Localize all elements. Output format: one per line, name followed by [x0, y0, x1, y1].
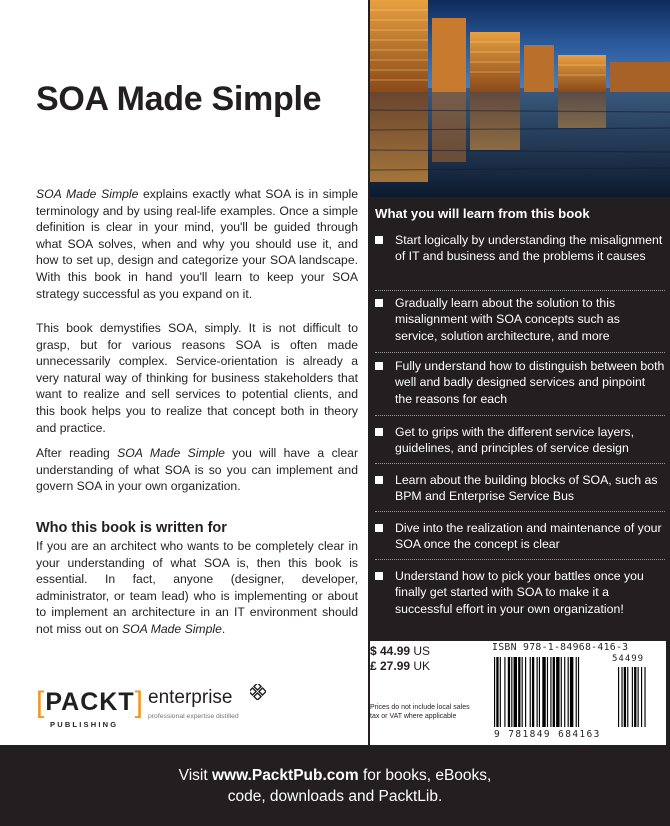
paragraph-text: . — [221, 621, 226, 636]
paragraph-text: After reading — [36, 446, 118, 460]
city-skyline-photo — [370, 0, 670, 197]
paragraph-text: If you are an architect who wants to be completely clear in your understanding of what SOA is, then this book is essential. In fact, anyone (designer, developer, administrator, or team lead) who is implementing or about to implement an architecture in an IT environment should not miss out on — [36, 539, 358, 636]
price-uk — [370, 659, 430, 673]
footer-text — [0, 765, 670, 807]
learn-heading: What you will learn from this book — [375, 206, 590, 221]
price-note: Prices do not include local sales tax or VAT where applicable — [370, 704, 470, 720]
price-uk-amount: £ 27.99 — [370, 659, 411, 673]
barcode-supplement-digits: 54499 — [612, 654, 645, 664]
book-title: SOA Made Simple — [36, 80, 322, 118]
price-us-amount: $ 44.99 — [370, 644, 411, 658]
dotted-divider — [375, 415, 665, 416]
price-uk-label: UK — [413, 659, 431, 673]
enterprise-tagline: professional expertise distilled — [148, 713, 239, 720]
square-bullet-icon — [375, 476, 383, 484]
description-paragraph-1 — [36, 186, 358, 302]
audience-paragraph — [36, 538, 358, 638]
learn-item — [375, 232, 665, 265]
learn-item — [375, 520, 665, 553]
dotted-divider — [375, 463, 665, 464]
description-paragraph-3 — [36, 445, 358, 495]
square-bullet-icon — [375, 428, 383, 436]
audience-heading: Who this book is written for — [36, 520, 227, 536]
square-bullet-icon — [375, 236, 383, 244]
learn-item-text: Fully understand how to distinguish between both well and badly designed services and pinpoint the reasons for each — [395, 359, 665, 406]
enterprise-squares-icon — [250, 684, 266, 700]
title-italic: SOA Made Simple — [122, 621, 222, 636]
learn-item-text: Get to grips with the different service layers, guidelines, and principles of service design — [395, 425, 634, 456]
learn-item-text: Understand how to pick your battles once you finally get started with SOA to make it a successful effort in your own organization! — [395, 569, 644, 616]
isbn-number: ISBN 978-1-84968-416-3 — [492, 642, 629, 653]
learn-item-text: Learn about the building blocks of SOA, such as BPM and Enterprise Service Bus — [395, 473, 658, 504]
paragraph-text: you will have a clear understanding of what SOA is so you can implement and govern SOA in your own organization. — [36, 446, 359, 494]
square-bullet-icon — [375, 299, 383, 307]
learn-item — [375, 358, 665, 407]
price-barcode-box — [370, 641, 666, 745]
square-bullet-icon — [375, 362, 383, 370]
publishing-text: PUBLISHING — [50, 720, 119, 729]
learn-item — [375, 424, 665, 457]
learn-item-text: Gradually learn about the solution to this misalignment with SOA concepts such as service, solution architecture, and more — [395, 296, 620, 343]
title-italic: SOA Made Simple — [36, 187, 139, 201]
packt-enterprise-logo — [36, 684, 276, 734]
dotted-divider — [375, 559, 665, 560]
learn-item — [375, 472, 665, 505]
dotted-divider — [375, 511, 665, 512]
packtpub-link[interactable]: www.PacktPub.com — [211, 767, 359, 784]
packt-wordmark — [36, 684, 144, 718]
bracket-left: [ — [36, 686, 46, 719]
learn-item-text: Dive into the realization and maintenance of your SOA once the concept is clear — [395, 521, 662, 552]
footer-visit-text: Visit — [178, 767, 212, 784]
title-italic: SOA Made Simple — [117, 446, 225, 460]
learn-item-text: Start logically by understanding the misalignment of IT and business and the problems it causes — [395, 233, 663, 264]
paragraph-text: explains exactly what SOA is in simple terminology and by using real-life examples. Once a simple definition is clear in your mind, you'll be guided through what SOA solves, when and why you should use it, and how to set up, design and categorize your SOA landscape. With this book in hand you'll learn to keep your SOA strategy successful as you expand on it. — [36, 187, 358, 301]
price-us — [370, 644, 430, 658]
footer-band — [0, 745, 670, 826]
footer-text-line1: for books, eBooks, — [358, 767, 492, 784]
left-column — [0, 0, 368, 745]
dotted-divider — [375, 290, 665, 291]
description-paragraph-2: This book demystifies SOA, simply. It is not difficult to grasp, but for various reasons SOA is often made unnecessarily complex. Service-orientation is already a very natural way of thinking for business stakeholders that want to realize and sell services to potential clients, and this book helps you to realize that concept both in theory and practice. — [36, 321, 358, 435]
price-us-label: US — [413, 644, 431, 658]
learn-item — [375, 295, 665, 344]
dotted-divider — [375, 352, 665, 353]
isbn-barcode — [494, 657, 662, 727]
learn-item — [375, 568, 665, 617]
square-bullet-icon — [375, 572, 383, 580]
bracket-right: ] — [134, 686, 144, 719]
barcode-digits: 9 781849 684163 — [494, 729, 601, 740]
square-bullet-icon — [375, 524, 383, 532]
packt-text: PACKT — [45, 688, 135, 716]
enterprise-text: enterprise — [148, 687, 233, 708]
footer-text-line2: code, downloads and PacktLib. — [227, 788, 443, 805]
learn-section — [375, 206, 665, 616]
